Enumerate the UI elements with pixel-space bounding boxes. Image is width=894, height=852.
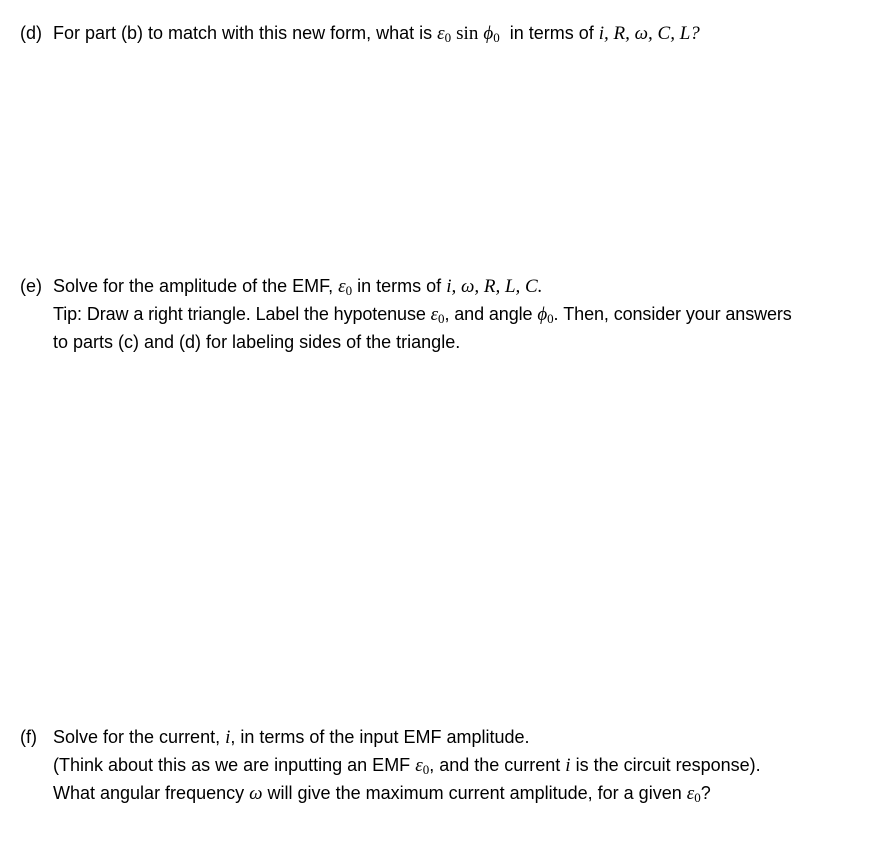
current-variable: i [225, 727, 231, 748]
epsilon-symbol: $\varepsilon_0$ [430, 304, 445, 326]
epsilon-symbol: $\varepsilon_0$ [415, 755, 430, 777]
variable-list: i, R, ω, C, L? [598, 23, 700, 44]
epsilon-symbol: $\varepsilon_0$ [338, 276, 353, 298]
question-e-label: (e) [20, 276, 42, 296]
omega-symbol: ω [249, 783, 263, 804]
question-e-tip-text-2: to parts (c) and (d) for labeling sides of the triangle. [53, 332, 461, 352]
question-d-label: (d) [20, 23, 42, 43]
variable-list: i, ω, R, L, C. [446, 276, 543, 297]
question-e-text: Solve for the amplitude of the EMF, $\varepsilon_0$ in terms of i, ω, R, L, C. [53, 276, 543, 298]
question-f-text: Solve for the current, i, in terms of the input EMF amplitude. [53, 727, 530, 748]
question-e-tip-text: Tip: Draw a right triangle. Label the hypotenuse $\varepsilon_0$, and angle $\phi_0$. Then, consider your answers [53, 304, 792, 326]
phi-symbol: $\phi_0$ [483, 23, 500, 45]
question-f-text-2: (Think about this as we are inputting an EMF $\varepsilon_0$, and the current i is the circuit response). [53, 755, 761, 777]
epsilon-symbol: $\varepsilon_0$ [437, 23, 452, 45]
question-f-label: (f) [20, 727, 37, 747]
epsilon-symbol: $\varepsilon_0$ [686, 783, 701, 805]
question-f-text-3: What angular frequency ω will give the maximum current amplitude, for a given $\varepsilon_0$? [53, 783, 711, 805]
phi-symbol: $\phi_0$ [537, 304, 554, 326]
current-variable: i [565, 755, 571, 776]
question-d-text: For part (b) to match with this new form, what is $\varepsilon_0$ $\sin \phi_0$ in terms of i, R, ω, C, L? [53, 23, 700, 45]
